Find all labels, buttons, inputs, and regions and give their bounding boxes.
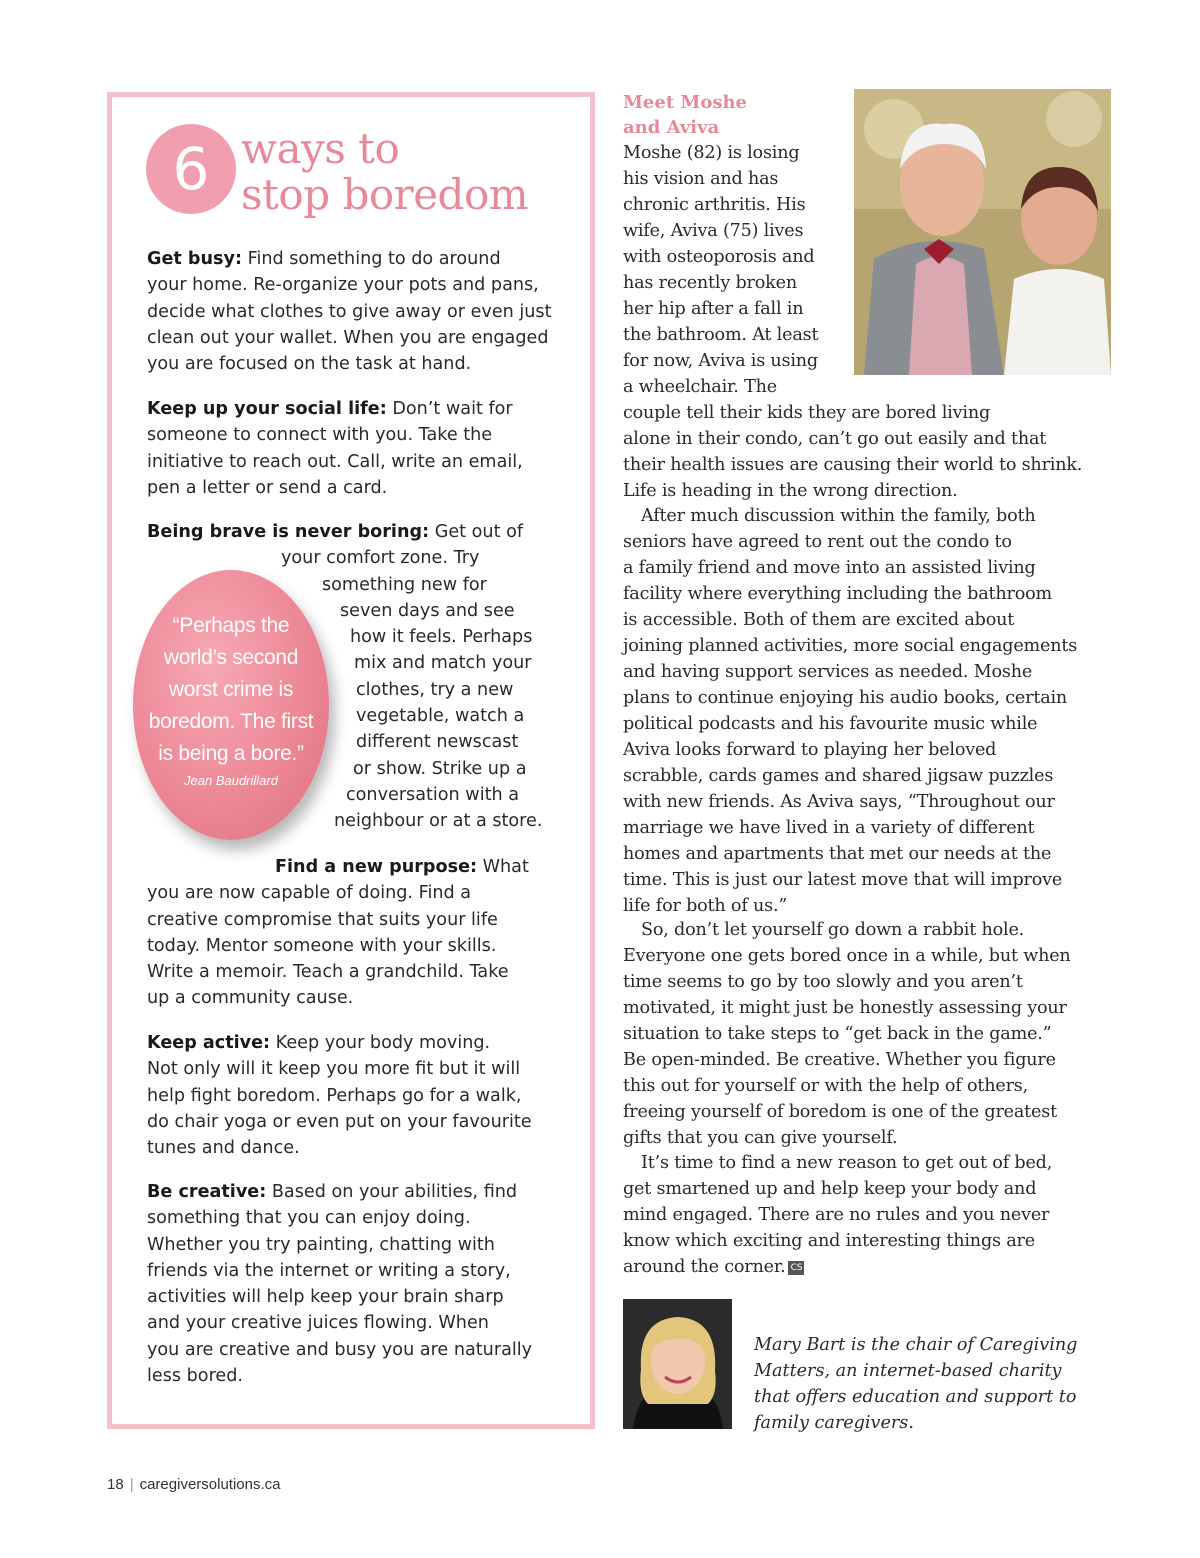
article-line: their health issues are causing their world to shrink. <box>623 455 1083 475</box>
article-line: chronic arthritis. His <box>623 195 806 215</box>
article-line: his vision and has <box>623 169 779 189</box>
headline-line: ways to <box>241 124 400 173</box>
tip-line: clothes, try a new <box>356 679 514 700</box>
article-line: and having support services as needed. Moshe <box>623 662 1033 682</box>
article-line: political podcasts and his favourite music while <box>623 714 1038 734</box>
tip-social-life <box>147 396 557 501</box>
tip-line: conversation with a <box>346 784 519 805</box>
article-line: So, don’t let yourself go down a rabbit hole. <box>641 920 1025 940</box>
article-line: life for both of us.” <box>623 896 788 916</box>
article-line: Be open-minded. Be creative. Whether you figure <box>623 1050 1056 1070</box>
article-line: a family friend and move into an assisted living <box>623 558 1036 578</box>
tip-line: mix and match your <box>354 653 532 674</box>
tip-line: help fight boredom. Perhaps go for a walk, <box>147 1085 522 1106</box>
article-line: After much discussion within the family, both <box>641 506 1036 526</box>
sidebar-headline <box>241 126 528 218</box>
tip-line: tunes and dance. <box>147 1138 300 1159</box>
article-line: Everyone one gets bored once in a while, but when <box>623 946 1071 966</box>
tip-line: Get out of <box>429 522 524 542</box>
article-line: marriage we have lived in a variety of different <box>623 818 1035 838</box>
article-line: wife, Aviva (75) lives <box>623 221 804 241</box>
article-line: couple tell their kids they are bored living <box>623 403 991 423</box>
article-paragraph-1 <box>623 140 1113 504</box>
tip-line: something that you can enjoy doing. <box>147 1208 471 1229</box>
article-line: the bathroom. At least <box>623 325 819 345</box>
tip-heading: Get busy: <box>147 249 243 269</box>
tip-line: Whether you try painting, chatting with <box>147 1234 495 1255</box>
tip-line: What <box>477 857 529 877</box>
article-line: facility where everything including the bathroom <box>623 584 1052 604</box>
article-line: It’s time to find a new reason to get out of bed, <box>641 1153 1053 1173</box>
article-line: Moshe (82) is losing <box>623 143 800 163</box>
article-line-last <box>623 1254 1113 1280</box>
tip-line: clean out your wallet. When you are engaged <box>147 327 549 348</box>
article-line: mind engaged. There are no rules and you never <box>623 1205 1050 1225</box>
tip-line: Not only will it keep you more fit but it will <box>147 1059 521 1080</box>
tip-line: or show. Strike up a <box>353 758 527 779</box>
tip-line: decide what clothes to give away or even just <box>147 301 552 322</box>
tip-line: activities will help keep your brain sharp <box>147 1287 504 1308</box>
tip-line: up a community cause. <box>147 988 354 1009</box>
tip-heading: Keep active: <box>147 1033 271 1053</box>
article-title <box>623 90 747 140</box>
tip-line: seven days and see <box>340 600 515 621</box>
bio-line: Matters, an internet-based charity <box>754 1361 1062 1381</box>
footer-site: caregiversolutions.ca <box>139 1476 281 1493</box>
article-line: joining planned activities, more social engagements <box>623 636 1078 656</box>
tip-line: you are now capable of doing. Find a <box>147 883 472 904</box>
author-photo <box>623 1299 732 1429</box>
tip-line: friends via the internet or writing a story, <box>147 1260 511 1281</box>
footer-separator: | <box>129 1476 134 1493</box>
title-line: and Aviva <box>623 117 720 138</box>
article-line: a wheelchair. The <box>623 377 777 397</box>
bio-line: family caregivers. <box>754 1413 914 1433</box>
article-line: time. This is just our latest move that will improve <box>623 870 1063 890</box>
tip-line: your comfort zone. Try <box>281 548 480 569</box>
tip-get-busy <box>147 246 557 377</box>
tip-line: different newscast <box>356 732 519 753</box>
tip-be-creative <box>147 1179 557 1389</box>
tip-line: do chair yoga or even put on your favourite <box>147 1111 532 1132</box>
page-number: 18 <box>107 1476 124 1493</box>
tip-line: and your creative juices flowing. When <box>147 1313 489 1334</box>
quote-author: Jean Baudrillard <box>184 773 278 788</box>
tip-keep-active <box>147 1030 557 1161</box>
headline-line: stop boredom <box>241 170 529 219</box>
tip-heading: Being brave is never boring: <box>147 522 430 542</box>
article-line: plans to continue enjoying his audio books, certain <box>623 688 1068 708</box>
article-paragraph-4 <box>623 1150 1113 1280</box>
number-badge: 6 <box>146 124 236 214</box>
article-line: scrabble, cards games and shared jigsaw puzzles <box>623 766 1054 786</box>
tip-new-purpose <box>147 854 557 1012</box>
tip-heading: Keep up your social life: <box>147 399 387 419</box>
tip-line: you are creative and busy you are naturally <box>147 1339 533 1360</box>
tip-heading: Be creative: <box>147 1182 267 1202</box>
tip-line: Don’t wait for <box>386 399 513 419</box>
article-line: this out for yourself or with the help of others, <box>623 1076 1029 1096</box>
tip-heading: Find a new purpose: <box>275 857 478 877</box>
author-bio <box>754 1332 1104 1436</box>
quote-line: world’s second <box>163 646 299 669</box>
tip-line: initiative to reach out. Call, write an email, <box>147 451 523 472</box>
pull-quote <box>133 610 329 770</box>
tip-line: Keep your body moving. <box>270 1033 491 1053</box>
tip-line: pen a letter or send a card. <box>147 477 388 498</box>
article-line: situation to take steps to “get back in the game.” <box>623 1024 1052 1044</box>
tip-line: something new for <box>322 574 487 595</box>
title-line: Meet Moshe <box>623 92 748 113</box>
article-line: around the corner. <box>623 1257 786 1277</box>
quote-line: boredom. The first <box>148 710 314 733</box>
page-footer <box>107 1476 281 1493</box>
article-line: with new friends. As Aviva says, “Throughout our <box>623 792 1055 812</box>
tip-line: someone to connect with you. Take the <box>147 425 493 446</box>
tip-line: Write a memoir. Teach a grandchild. Take <box>147 962 509 983</box>
article-line: freeing yourself of boredom is one of the greatest <box>623 1102 1057 1122</box>
article-line: is accessible. Both of them are excited about <box>623 610 1015 630</box>
bio-line: that offers education and support to <box>754 1387 1077 1407</box>
tip-line: how it feels. Perhaps <box>350 627 533 648</box>
tip-line: neighbour or at a store. <box>334 811 543 832</box>
article-line: know which exciting and interesting things are <box>623 1231 1035 1251</box>
tip-line: vegetable, watch a <box>356 706 525 727</box>
article-line: motivated, it might just be honestly assessing your <box>623 998 1067 1018</box>
article-line: for now, Aviva is using <box>623 351 818 371</box>
tip-line: Find something to do around <box>242 249 501 269</box>
article-line: alone in their condo, can’t go out easily and that <box>623 429 1047 449</box>
article-line: Life is heading in the wrong direction. <box>623 481 958 501</box>
article-line: gifts that you can give yourself. <box>623 1128 898 1148</box>
tip-line: your home. Re-organize your pots and pans, <box>147 275 539 296</box>
quote-line: worst crime is <box>168 678 294 701</box>
bio-line: Mary Bart is the chair of Caregiving <box>754 1335 1078 1355</box>
article-line: has recently broken <box>623 273 797 293</box>
article-line: with osteoporosis and <box>623 247 815 267</box>
quote-line: is being a bore.” <box>158 742 304 765</box>
author-illustration <box>623 1299 732 1429</box>
article-line: seniors have agreed to rent out the condo to <box>623 532 1012 552</box>
tip-line: less bored. <box>147 1366 244 1387</box>
cs-end-mark: CS <box>788 1261 804 1275</box>
tip-line: today. Mentor someone with your skills. <box>147 935 497 956</box>
article-paragraph-2 <box>623 503 1113 919</box>
article-line: time seems to go by too slowly and you aren’t <box>623 972 1023 992</box>
article-line: Aviva looks forward to playing her beloved <box>623 740 997 760</box>
article-line: her hip after a fall in <box>623 299 804 319</box>
article-line: homes and apartments that met our needs at the <box>623 844 1052 864</box>
tip-line: you are focused on the task at hand. <box>147 354 472 375</box>
tip-line: creative compromise that suits your life <box>147 909 498 930</box>
quote-line: “Perhaps the <box>172 614 290 637</box>
tip-line: Based on your abilities, find <box>266 1182 518 1202</box>
article-line: get smartened up and help keep your body and <box>623 1179 1037 1199</box>
article-paragraph-3 <box>623 917 1113 1151</box>
